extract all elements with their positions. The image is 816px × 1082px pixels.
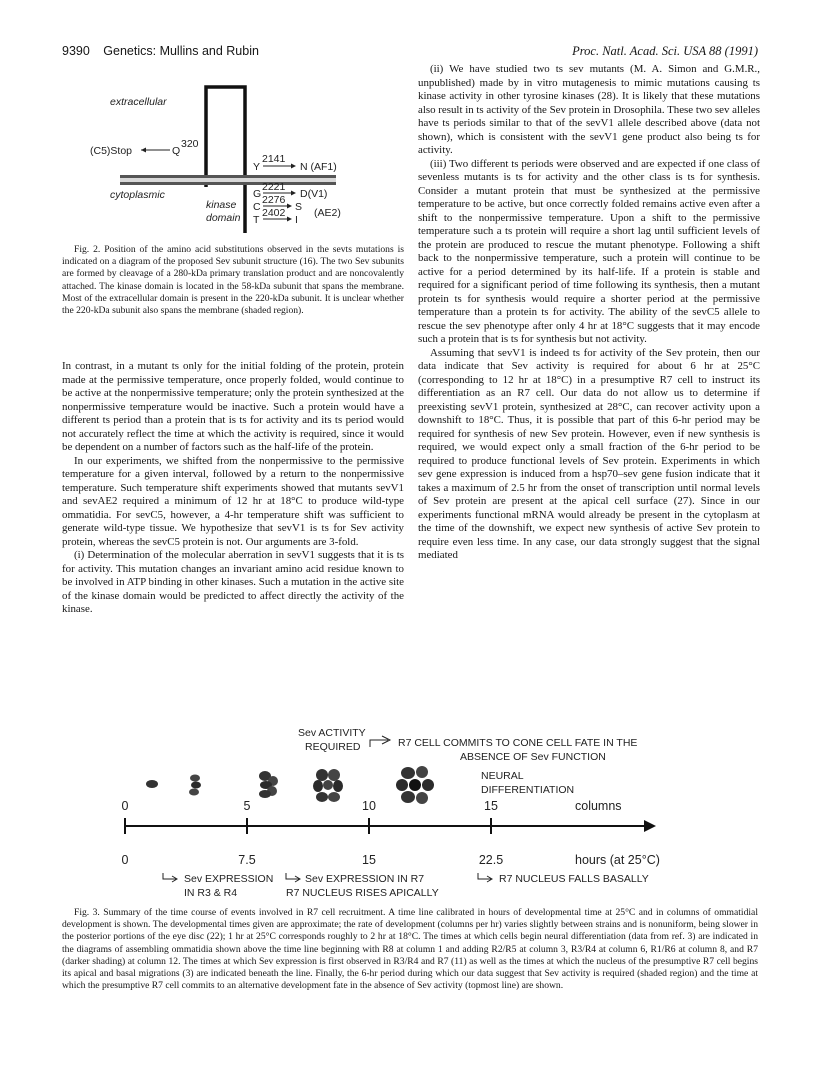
ommatidium-col8 bbox=[313, 769, 343, 802]
right-paragraph: Assuming that sevV1 is indeed ts for activity of the Sev protein, then our data indicate that Sev activity is required for about 6 hr at 25°C (corresponding to 12 hr at 18°C) in a presumptive R7 cell to instruct its differentiation as an R7 cell. Our data do not allow us to determine if preexisting sevV1 protein, synthesized at 28°C, can recover activity upon a downshift to 18°C. Thus, it is possible that part of this 6-hr period may be required for synthesis of new Sev protein. However, even if new synthesis is required, we would expect only a small fraction of the 6-hr period to be required to produce functional levels of Sev protein. Experiments in which sev gene expression is induced from a hsp70–sev gene fusion indicate that it takes a maximum of 2.5 hr from the onset of transcription until normal levels of Sev protein are present at the apical cell surface (27). Since in our experiments functional mRNA would already be present in the cytoplasm at the time of the downshift, we expect new synthesis of active Sev protein to require even less time. In any case, our data strongly suggest that the signal mediated bbox=[418, 346, 760, 561]
hour-tick-label: 15 bbox=[362, 853, 376, 867]
label-neural: NEURAL bbox=[481, 770, 524, 782]
hour-tick-label: 22.5 bbox=[478, 853, 504, 867]
label-y: Y bbox=[253, 161, 261, 173]
left-column bbox=[62, 360, 404, 617]
label-domain: domain bbox=[206, 212, 241, 224]
label-differentiation: DIFFERENTIATION bbox=[481, 784, 575, 796]
label-c5-stop: (C5)Stop bbox=[90, 145, 133, 157]
event-r7-bracket bbox=[286, 873, 299, 879]
ommatidium-col6 bbox=[259, 771, 278, 798]
ommatidium-col12 bbox=[396, 766, 434, 804]
fig2-caption-text: Fig. 2. Position of the amino acid substitutions observed in the sevts mutations is indicated on a diagram of the proposed Sev subunit structure (16). The two Sev subunits are formed by cleavage of a 280-kDa primary translation product and are noncovalently attached. The kinase domain is located in the 58-kDa subunit that spans the membrane. Most of the extracellular domain is present in the 220-kDa subunit. It is unclear whether the 220-kDa subunit also spans the membrane (shaded region). bbox=[62, 244, 404, 317]
column-tick-label: 10 bbox=[362, 799, 376, 813]
label-c: C bbox=[253, 201, 261, 213]
right-paragraph: (iii) Two different ts periods were observed and are expected if one class of sevenless mutants is ts for activity and the other class is ts for synthesis. Consider a mutant protein that must be synthesized at the permissive temperature to be active, but once correctly folded remains active even after a shift to the nonpermissive temperature. Upon a shift to the permissive temperature such a ts protein will require a short lag until sufficient levels of the protein are produced to rescue the mutant phenotype. Following a shift back to the nonpermissive temperature, such a protein will continue to be active for a period determined by its half-life. If a protein is stable and required for a significant period of time following its synthesis, then a mutant protein ts for synthesis would require a shorter period at the permissive temperature than a protein ts for activity. The ability of the sevC5 allele to rescue the sev phenotype after only 4 hr at 18°C suggests that it may encode such a protein that is ts for synthesis but not activity. bbox=[418, 157, 760, 345]
fig2-diagram bbox=[60, 75, 400, 235]
label-n-af1: N (AF1) bbox=[300, 161, 337, 173]
arrowhead-d bbox=[291, 191, 296, 196]
label-c-position: 2276 bbox=[262, 194, 286, 206]
label-r7-commits-2: ABSENCE OF Sev FUNCTION bbox=[460, 751, 606, 763]
journal-citation: Proc. Natl. Acad. Sci. USA 88 (1991) bbox=[572, 44, 758, 58]
label-sev-expr-r7: Sev EXPRESSION IN R7 bbox=[305, 873, 425, 885]
label-hours: hours (at 25°C) bbox=[575, 853, 660, 867]
event-falls-bracket bbox=[478, 873, 491, 879]
left-paragraph: In contrast, in a mutant ts only for the initial folding of the protein, protein made at the permissive temperature, once properly folded, would continue to be active at the nonpermissive temperature; only the protein synthesized at the nonpermissive temperature would be inactive. Such a protein would have a different ts period than a protein that is ts for activity and its ts period would not accurately reflect the time at which the activity is required, since it would be dependent on a number of factors such as the half-life of the protein. bbox=[62, 360, 404, 453]
label-s: S bbox=[295, 201, 303, 213]
arrowhead-s bbox=[287, 204, 292, 209]
label-ae2: (AE2) bbox=[314, 207, 341, 219]
label-t-position: 2402 bbox=[262, 207, 286, 219]
hour-tick-label: 0 bbox=[121, 853, 129, 867]
membrane-shaded-region bbox=[120, 178, 336, 182]
label-extracellular: extracellular bbox=[110, 96, 167, 108]
label-r7-falls: R7 NUCLEUS FALLS BASALLY bbox=[499, 873, 649, 885]
left-paragraph: (i) Determination of the molecular aberration in sevV1 suggests that it is ts for activity. This mutation changes an invariant amino acid residue known to be involved in ATP binding in other kinases. Such a mutation in the active site of the kinase domain would be predicted to affect directly the activity of the kinase. bbox=[62, 549, 404, 615]
membrane-upper bbox=[120, 175, 336, 178]
right-column bbox=[418, 63, 760, 563]
label-d-v1: D(V1) bbox=[300, 188, 328, 200]
fig3-timeline bbox=[0, 722, 816, 900]
label-g: G bbox=[253, 188, 262, 200]
label-y-position: 2141 bbox=[262, 153, 286, 165]
fig3-caption-text: Fig. 3. Summary of the time course of events involved in R7 cell recruitment. A time line calibrated in hours of developmental time at 25°C and in columns of ommatidial development is shown. The developmental times given are approximate; the rate of development (columns per hr) varies slightly between strains and is nonuniform, being slower in the posterior portions of the eye disc (22); 1 hr at 25°C corresponds roughly to 2 hr at 18°C. The times at which cells begin neural differentiation (data from ref. 3) are indicated in the diagrams of assembling ommatidia shown above the time line beginning with R8 at column 1 and adding R2/R5 at column 3, R3/R4 at column 6, R1/R6 at column 8, and R7 (darker shading) at column 12. The times at which Sev expression is first observed in R3/R4 and R7 (11) as well as the times at which the nucleus of the presumptive R7 cell begins its apical and basal migrations (3) are indicated beneath the line. Finally, the 6-hr period during which our data suggest that Sev activity is required (shaded region) and the time at which the presumptive R7 cell commits to an alternative development fate in the absence of Sev activity (topmost line) are shown. bbox=[62, 907, 758, 992]
column-tick-label: 0 bbox=[121, 799, 129, 813]
page-number: 9390 bbox=[62, 44, 90, 58]
label-cytoplasmic: cytoplasmic bbox=[110, 189, 165, 201]
ommatidium-col1 bbox=[146, 780, 158, 788]
label-q: Q bbox=[172, 145, 181, 157]
fig3-caption bbox=[62, 907, 758, 992]
label-required: REQUIRED bbox=[305, 741, 361, 753]
running-header-left bbox=[62, 44, 259, 58]
label-sev-activity: Sev ACTIVITY bbox=[298, 727, 366, 739]
event-r34-bracket bbox=[163, 873, 176, 879]
label-kinase: kinase bbox=[206, 199, 237, 211]
arrowhead-n bbox=[291, 164, 296, 169]
timeline-arrowhead bbox=[644, 820, 656, 832]
hour-tick-labels bbox=[122, 853, 504, 867]
commit-bracket-line bbox=[370, 740, 388, 747]
left-paragraph: In our experiments, we shifted from the nonpermissive to the permissive temperature for a given interval, followed by a return to the nonpermissive temperature. Such temperature shift experiments showed that mutants sevV1 and sevAE2 required a minimum of 12 hr at 18°C to produce wild-type ommatidia. For sevC5, however, a 4-hr temperature shift was sufficient to generate wild-type tissue. We hypothesize that sevV1 is ts for Sev activity protein, whereas the sevC5 protein is not. Our arguments are 3-fold. bbox=[62, 454, 404, 548]
label-t: T bbox=[253, 214, 260, 226]
column-tick-label: 15 bbox=[484, 799, 498, 813]
column-tick-label: 5 bbox=[243, 799, 251, 813]
label-sev-expr-r34-2: IN R3 & R4 bbox=[184, 887, 238, 899]
running-head: Genetics: Mullins and Rubin bbox=[103, 44, 259, 58]
label-g-position: 2221 bbox=[262, 181, 286, 193]
label-r7-commits-1: R7 CELL COMMITS TO CONE CELL FATE IN THE bbox=[398, 737, 638, 749]
hour-tick-label: 7.5 bbox=[238, 853, 256, 867]
label-columns: columns bbox=[575, 799, 622, 813]
arrowhead-i bbox=[287, 217, 292, 222]
right-paragraph: (ii) We have studied two ts sev mutants (M. A. Simon and G.M.R., unpublished) made by in vitro mutagenesis to mimic mutations causing ts kinase activity in other tyrosine kinases (28). It is likely that these mutations also result in ts activity of the Sev protein in Drosophila. These two sev alleles have ts periods similar to that of the sevV1 allele described above (data not shown), which is consistent with the sevV1 gene product also being ts for activity. bbox=[418, 63, 760, 156]
label-i: I bbox=[295, 214, 298, 226]
label-sev-expr-r34-1: Sev EXPRESSION bbox=[184, 873, 274, 885]
fig2-caption bbox=[62, 244, 404, 317]
label-q-position: 320 bbox=[181, 138, 199, 150]
arrowhead-stop bbox=[141, 148, 146, 153]
ommatidium-col3 bbox=[189, 775, 201, 796]
column-tick-labels bbox=[122, 799, 498, 813]
membrane-lower bbox=[120, 182, 336, 185]
label-r7-rises: R7 NUCLEUS RISES APICALLY bbox=[286, 887, 439, 899]
